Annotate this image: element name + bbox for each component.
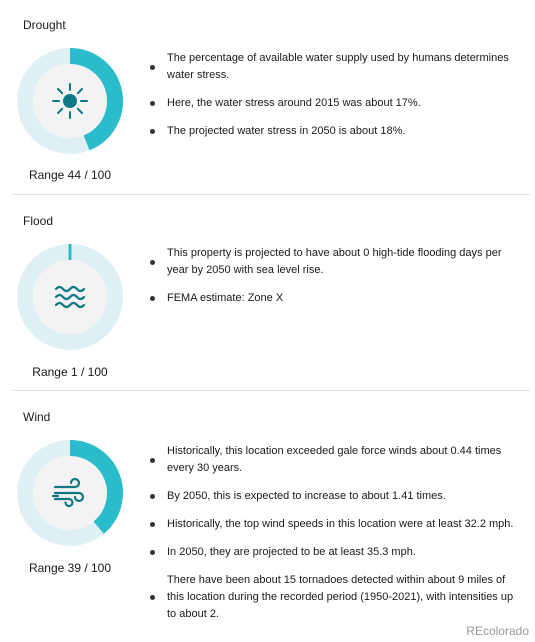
list-item: Here, the water stress around 2015 was about 17%. [147, 95, 517, 112]
sun-icon [53, 84, 87, 118]
list-item: In 2050, they are projected to be at least 35.3 mph. [147, 544, 517, 561]
section-title: Wind [23, 410, 51, 424]
section-title: Drought [23, 18, 66, 32]
risk-gauge [17, 48, 123, 154]
list-item: By 2050, this is expected to increase to about 1.41 times. [147, 488, 517, 505]
range-label: Range 39 / 100 [28, 561, 112, 575]
list-item: This property is projected to have about 0 high-tide flooding days per year by 2050 with sea level rise. [147, 245, 517, 279]
range-label: Range 1 / 100 [32, 365, 108, 379]
risk-bullets [147, 245, 517, 307]
range-label: Range 44 / 100 [28, 168, 112, 182]
risk-gauge [17, 244, 123, 350]
brand-watermark: REcolorado [466, 624, 529, 638]
list-item: There have been about 15 tornadoes detected within about 9 miles of this location during the recorded period (1950-2021), with intensities up to about 2. [147, 572, 517, 623]
risk-gauge [17, 440, 123, 546]
list-item: Historically, the top wind speeds in this location were at least 32.2 mph. [147, 516, 517, 533]
risk-section-wind [0, 391, 535, 642]
risk-bullets [147, 50, 517, 140]
risk-section-drought [0, 0, 535, 194]
list-item: FEMA estimate: Zone X [147, 290, 517, 307]
list-item: Historically, this location exceeded gale force winds about 0.44 times every 30 years. [147, 443, 517, 477]
risk-section-flood [0, 195, 535, 390]
list-item: The projected water stress in 2050 is about 18%. [147, 123, 517, 140]
risk-bullets [147, 443, 517, 623]
list-item: The percentage of available water supply used by humans determines water stress. [147, 50, 517, 84]
section-title: Flood [23, 214, 54, 228]
